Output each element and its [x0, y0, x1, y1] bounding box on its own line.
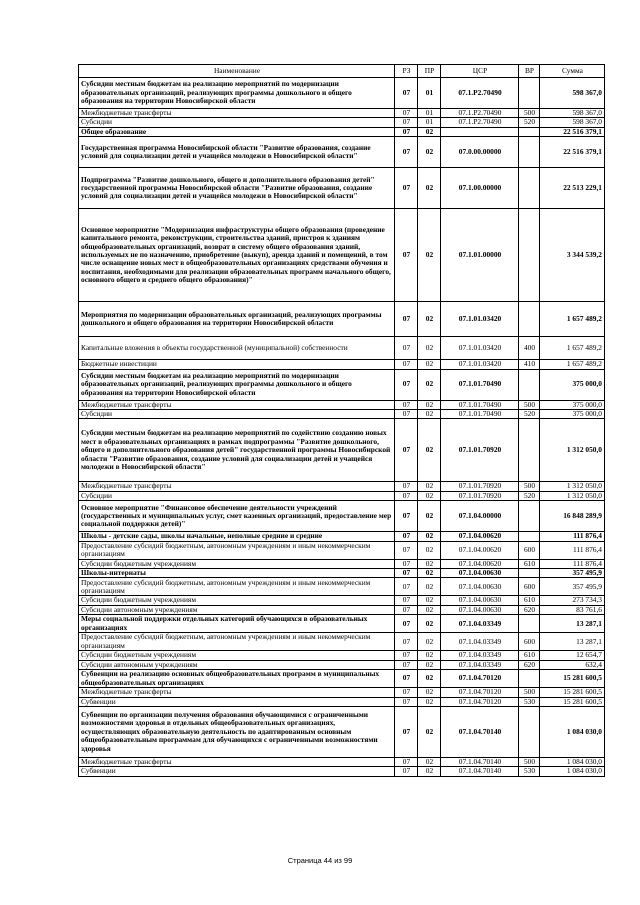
- cell-sum: 1 084 030,0: [540, 767, 605, 776]
- cell-rz: 07: [395, 78, 418, 109]
- cell-name: Субвенции на реализацию основных общеобразовательных программ в муниципальных общеобразовательных организациях: [79, 670, 395, 688]
- table-row: [79, 337, 605, 360]
- table-row: [79, 757, 605, 766]
- table-row: [79, 532, 605, 541]
- cell-sum: 1 657 489,2: [540, 302, 605, 337]
- header-rz: РЗ: [395, 65, 418, 78]
- cell-vr: 620: [519, 660, 540, 669]
- cell-csr: 07.1.04.70140: [441, 757, 519, 766]
- cell-name: Школы-интернаты: [79, 569, 395, 578]
- cell-sum: 13 287,1: [540, 615, 605, 633]
- table-row: [79, 78, 605, 109]
- cell-pr: 02: [418, 559, 441, 568]
- cell-pr: 02: [418, 410, 441, 419]
- header-sum: Сумма: [540, 65, 605, 78]
- cell-pr: 02: [418, 578, 441, 596]
- cell-csr: 07.1.04.70140: [441, 767, 519, 776]
- cell-sum: 1 084 030,0: [540, 706, 605, 757]
- cell-vr: 600: [519, 578, 540, 596]
- cell-rz: 07: [395, 596, 418, 605]
- cell-csr: 07.1.04.00630: [441, 605, 519, 614]
- cell-rz: 07: [395, 670, 418, 688]
- cell-name: Межбюджетные трансферты: [79, 109, 395, 118]
- cell-sum: 598 367,0: [540, 118, 605, 127]
- header-csr: ЦСР: [441, 65, 519, 78]
- table-row: [79, 633, 605, 651]
- cell-rz: 07: [395, 400, 418, 409]
- cell-csr: 07.1.04.70120: [441, 697, 519, 706]
- table-row: [79, 670, 605, 688]
- cell-vr: 400: [519, 337, 540, 360]
- cell-sum: 22 513 229,1: [540, 168, 605, 209]
- table-header-row: [79, 65, 605, 78]
- cell-pr: 02: [418, 137, 441, 168]
- cell-csr: 07.1.04.00630: [441, 578, 519, 596]
- cell-pr: 02: [418, 127, 441, 136]
- cell-vr: 600: [519, 541, 540, 559]
- cell-rz: 07: [395, 633, 418, 651]
- cell-pr: 02: [418, 569, 441, 578]
- cell-csr: 07.1.04.00620: [441, 559, 519, 568]
- cell-rz: 07: [395, 569, 418, 578]
- cell-vr: [519, 615, 540, 633]
- cell-sum: 1 312 050,0: [540, 419, 605, 482]
- cell-vr: [519, 78, 540, 109]
- cell-sum: 83 761,6: [540, 605, 605, 614]
- cell-csr: 07.0.00.00000: [441, 137, 519, 168]
- cell-vr: [519, 569, 540, 578]
- cell-pr: 02: [418, 168, 441, 209]
- cell-vr: [519, 168, 540, 209]
- cell-csr: 07.1.01.70490: [441, 410, 519, 419]
- cell-name: Предоставление субсидий бюджетным, автономным учреждениям и иным некоммерческим организациям: [79, 633, 395, 651]
- cell-vr: 500: [519, 482, 540, 491]
- table-row: [79, 491, 605, 500]
- cell-vr: [519, 532, 540, 541]
- cell-pr: 02: [418, 209, 441, 302]
- cell-csr: 07.1.04.70140: [441, 706, 519, 757]
- table-row: [79, 559, 605, 568]
- table-row: [79, 767, 605, 776]
- table-row: [79, 168, 605, 209]
- cell-rz: 07: [395, 706, 418, 757]
- cell-name: Общее образование: [79, 127, 395, 136]
- table-row: [79, 605, 605, 614]
- cell-pr: 02: [418, 670, 441, 688]
- cell-rz: 07: [395, 532, 418, 541]
- cell-csr: 07.1.04.00000: [441, 501, 519, 532]
- cell-pr: 02: [418, 491, 441, 500]
- cell-pr: 02: [418, 360, 441, 369]
- cell-name: Субсидии: [79, 491, 395, 500]
- cell-pr: 02: [418, 697, 441, 706]
- cell-csr: 07.1.04.00620: [441, 532, 519, 541]
- cell-rz: 07: [395, 605, 418, 614]
- cell-rz: 07: [395, 302, 418, 337]
- cell-name: Субсидии местным бюджетам на реализацию мероприятий по модернизации образовательных организаций, реализующих программы дошкольного и общего образования на территории Новосибирской области: [79, 369, 395, 400]
- cell-pr: 01: [418, 118, 441, 127]
- cell-sum: 1 312 050,0: [540, 482, 605, 491]
- cell-pr: 02: [418, 369, 441, 400]
- header-name: Наименование: [79, 65, 395, 78]
- cell-sum: 22 516 379,1: [540, 127, 605, 136]
- cell-vr: [519, 419, 540, 482]
- cell-vr: [519, 369, 540, 400]
- cell-sum: 598 367,0: [540, 109, 605, 118]
- cell-vr: 410: [519, 360, 540, 369]
- table-row: [79, 651, 605, 660]
- cell-vr: [519, 137, 540, 168]
- cell-name: Межбюджетные трансферты: [79, 482, 395, 491]
- table-row: [79, 569, 605, 578]
- cell-rz: 07: [395, 651, 418, 660]
- cell-rz: 07: [395, 491, 418, 500]
- table-row: [79, 596, 605, 605]
- cell-name: Бюджетные инвестиции: [79, 360, 395, 369]
- cell-name: Школы - детские сады, школы начальные, неполные средние и средние: [79, 532, 395, 541]
- table-row: [79, 501, 605, 532]
- table-row: [79, 660, 605, 669]
- cell-pr: 02: [418, 633, 441, 651]
- cell-sum: 1 312 050,0: [540, 491, 605, 500]
- cell-csr: 07.1.01.03420: [441, 360, 519, 369]
- cell-sum: 375 000,0: [540, 410, 605, 419]
- cell-vr: 500: [519, 109, 540, 118]
- cell-rz: 07: [395, 168, 418, 209]
- cell-name: Государственная программа Новосибирской области "Развитие образования, создание условий для социализации детей и учащейся молодежи в Новосибирской области": [79, 137, 395, 168]
- cell-rz: 07: [395, 578, 418, 596]
- cell-rz: 07: [395, 541, 418, 559]
- table-body: [79, 78, 605, 777]
- cell-csr: 07.1.04.70120: [441, 670, 519, 688]
- cell-sum: 375 000,0: [540, 400, 605, 409]
- cell-rz: 07: [395, 209, 418, 302]
- table-row: [79, 109, 605, 118]
- cell-csr: 07.1.04.00630: [441, 569, 519, 578]
- cell-rz: 07: [395, 360, 418, 369]
- table-row: [79, 578, 605, 596]
- cell-csr: 07.1.04.03349: [441, 615, 519, 633]
- cell-name: Субсидии автономным учреждениям: [79, 660, 395, 669]
- cell-name: Субвенции по организации получения образования обучающимися с ограниченными возможностями здоровья в отдельных общеобразовательных организациях, осуществляющих образовательную деятельность по адаптированным основным общеобразовательным программам для обучающихся с ограниченными возможностями здоровья: [79, 706, 395, 757]
- cell-name: Субсидии: [79, 118, 395, 127]
- cell-pr: 02: [418, 605, 441, 614]
- cell-vr: [519, 302, 540, 337]
- cell-rz: 07: [395, 127, 418, 136]
- cell-csr: 07.1.01.00000: [441, 209, 519, 302]
- cell-csr: 07.1.04.03349: [441, 660, 519, 669]
- cell-vr: [519, 127, 540, 136]
- table-row: [79, 127, 605, 136]
- table-row: [79, 360, 605, 369]
- cell-vr: 500: [519, 688, 540, 697]
- cell-sum: 1 657 489,2: [540, 360, 605, 369]
- cell-pr: 02: [418, 660, 441, 669]
- cell-csr: 07.1.00.00000: [441, 168, 519, 209]
- table-row: [79, 706, 605, 757]
- cell-csr: 07.1.04.70120: [441, 688, 519, 697]
- cell-sum: 111 876,4: [540, 559, 605, 568]
- cell-name: Предоставление субсидий бюджетным, автономным учреждениям и иным некоммерческим организациям: [79, 541, 395, 559]
- cell-vr: 620: [519, 605, 540, 614]
- table-row: [79, 400, 605, 409]
- cell-csr: [441, 127, 519, 136]
- cell-sum: 13 287,1: [540, 633, 605, 651]
- cell-csr: 07.1.01.70920: [441, 491, 519, 500]
- cell-sum: 22 516 379,1: [540, 137, 605, 168]
- budget-table: [78, 64, 605, 777]
- cell-sum: 111 876,4: [540, 532, 605, 541]
- cell-vr: [519, 706, 540, 757]
- cell-rz: 07: [395, 369, 418, 400]
- cell-rz: 07: [395, 559, 418, 568]
- cell-csr: 07.1.P2.70490: [441, 109, 519, 118]
- cell-csr: 07.1.01.70920: [441, 482, 519, 491]
- cell-vr: 530: [519, 767, 540, 776]
- cell-pr: 02: [418, 706, 441, 757]
- cell-rz: 07: [395, 501, 418, 532]
- cell-rz: 07: [395, 688, 418, 697]
- cell-sum: 16 848 289,9: [540, 501, 605, 532]
- cell-pr: 02: [418, 767, 441, 776]
- cell-pr: 01: [418, 109, 441, 118]
- cell-pr: 02: [418, 419, 441, 482]
- cell-vr: [519, 670, 540, 688]
- cell-rz: 07: [395, 615, 418, 633]
- cell-rz: 07: [395, 660, 418, 669]
- cell-sum: 273 734,3: [540, 596, 605, 605]
- cell-sum: 632,4: [540, 660, 605, 669]
- cell-name: Субвенции: [79, 767, 395, 776]
- cell-name: Субсидии автономным учреждениям: [79, 605, 395, 614]
- table-row: [79, 482, 605, 491]
- table-row: [79, 209, 605, 302]
- cell-rz: 07: [395, 118, 418, 127]
- cell-rz: 07: [395, 410, 418, 419]
- cell-name: Основное мероприятие "Модернизация инфраструктуры общего образования (проведение капитального ремонта, реконструкции, строительства зданий, пристроя к зданиям общеобразовательных организаций, возврат в систему общего образования зданий, используемых не по назначению, приобретение (выкуп), аренда зданий и помещений, в том числе оснащение новых мест в общеобразовательных организациях средствами обучения и воспитания, необходимыми для реализации образовательных программ начального общего, основного общего и среднего общего образования)": [79, 209, 395, 302]
- cell-rz: 07: [395, 337, 418, 360]
- cell-name: Капитальные вложения в объекты государственной (муниципальной) собственности: [79, 337, 395, 360]
- cell-name: Субсидии бюджетным учреждениям: [79, 559, 395, 568]
- cell-vr: 610: [519, 559, 540, 568]
- cell-sum: 15 281 600,5: [540, 697, 605, 706]
- cell-name: Предоставление субсидий бюджетным, автономным учреждениям и иным некоммерческим организациям: [79, 578, 395, 596]
- cell-name: Субсидии местным бюджетам на реализацию мероприятий по модернизации образовательных организаций, реализующих программы дошкольного и общего образования на территории Новосибирской области: [79, 78, 395, 109]
- cell-pr: 02: [418, 596, 441, 605]
- table-row: [79, 419, 605, 482]
- table-row: [79, 118, 605, 127]
- cell-pr: 02: [418, 757, 441, 766]
- cell-name: Межбюджетные трансферты: [79, 400, 395, 409]
- cell-rz: 07: [395, 482, 418, 491]
- cell-pr: 02: [418, 501, 441, 532]
- cell-name: Мероприятия по модернизации образовательных организаций, реализующих программы дошкольного и общего образования на территории Новосибирской области: [79, 302, 395, 337]
- cell-vr: 520: [519, 410, 540, 419]
- table-row: [79, 615, 605, 633]
- cell-csr: 07.1.P2.70490: [441, 78, 519, 109]
- cell-pr: 02: [418, 688, 441, 697]
- cell-csr: 07.1.04.03349: [441, 651, 519, 660]
- cell-pr: 02: [418, 337, 441, 360]
- cell-rz: 07: [395, 419, 418, 482]
- cell-csr: 07.1.01.70490: [441, 400, 519, 409]
- cell-csr: 07.1.04.03349: [441, 633, 519, 651]
- cell-name: Межбюджетные трансферты: [79, 757, 395, 766]
- cell-sum: 357 495,9: [540, 569, 605, 578]
- cell-csr: 07.1.01.70920: [441, 419, 519, 482]
- cell-sum: 357 495,9: [540, 578, 605, 596]
- cell-pr: 01: [418, 78, 441, 109]
- cell-pr: 02: [418, 541, 441, 559]
- cell-vr: 520: [519, 491, 540, 500]
- cell-name: Субсидии: [79, 410, 395, 419]
- cell-pr: 02: [418, 651, 441, 660]
- cell-rz: 07: [395, 767, 418, 776]
- cell-vr: [519, 501, 540, 532]
- cell-rz: 07: [395, 757, 418, 766]
- cell-csr: 07.1.01.03420: [441, 337, 519, 360]
- table-row: [79, 369, 605, 400]
- cell-vr: 500: [519, 757, 540, 766]
- cell-name: Субсидии бюджетным учреждениям: [79, 651, 395, 660]
- cell-name: Субсидии бюджетным учреждениям: [79, 596, 395, 605]
- header-pr: ПР: [418, 65, 441, 78]
- cell-vr: 500: [519, 400, 540, 409]
- cell-vr: 600: [519, 633, 540, 651]
- table-row: [79, 302, 605, 337]
- cell-sum: 1 657 489,2: [540, 337, 605, 360]
- table-row: [79, 541, 605, 559]
- cell-sum: 15 281 600,5: [540, 688, 605, 697]
- table-row: [79, 688, 605, 697]
- cell-csr: 07.1.04.00620: [441, 541, 519, 559]
- cell-sum: 598 367,0: [540, 78, 605, 109]
- cell-sum: 111 876,4: [540, 541, 605, 559]
- cell-pr: 02: [418, 482, 441, 491]
- cell-rz: 07: [395, 137, 418, 168]
- table-row: [79, 410, 605, 419]
- cell-rz: 07: [395, 109, 418, 118]
- cell-name: Субвенции: [79, 697, 395, 706]
- cell-csr: 07.1.01.03420: [441, 302, 519, 337]
- cell-rz: 07: [395, 697, 418, 706]
- table-row: [79, 137, 605, 168]
- cell-sum: 1 084 030,0: [540, 757, 605, 766]
- cell-pr: 02: [418, 302, 441, 337]
- cell-name: Основное мероприятие "Финансовое обеспечение деятельности учреждений (государственных и муниципальных услуг, смет казенных организаций, предоставление мер социальной поддержки детей)": [79, 501, 395, 532]
- cell-pr: 02: [418, 532, 441, 541]
- cell-pr: 02: [418, 615, 441, 633]
- cell-vr: 610: [519, 596, 540, 605]
- cell-name: Подпрограмма "Развитие дошкольного, общего и дополнительного образования детей" государственной программы Новосибирской области "Развитие образования, создание условий для социализации детей и учащейся молодежи в Новосибирской области": [79, 168, 395, 209]
- cell-sum: 15 281 600,5: [540, 670, 605, 688]
- table-row: [79, 697, 605, 706]
- cell-name: Меры социальной поддержки отдельных категорий обучающихся в образовательных организациях: [79, 615, 395, 633]
- cell-sum: 12 654,7: [540, 651, 605, 660]
- cell-pr: 02: [418, 400, 441, 409]
- cell-csr: 07.1.01.70490: [441, 369, 519, 400]
- page-number: Страница 44 из 99: [287, 856, 353, 865]
- cell-sum: 3 344 539,2: [540, 209, 605, 302]
- cell-sum: 375 000,0: [540, 369, 605, 400]
- cell-name: Субсидии местным бюджетам на реализацию мероприятий по содействию созданию новых мест в образовательных организациях в рамках подпрограммы "Развитие дошкольного, общего и дополнительного образования детей" государственной программы Новосибирской области "Развитие образования, создание условий для социализации детей и учащейся молодежи в Новосибирской области": [79, 419, 395, 482]
- cell-vr: 610: [519, 651, 540, 660]
- header-vr: ВР: [519, 65, 540, 78]
- cell-csr: 07.1.04.00630: [441, 596, 519, 605]
- cell-vr: [519, 209, 540, 302]
- cell-name: Межбюджетные трансферты: [79, 688, 395, 697]
- cell-vr: 530: [519, 697, 540, 706]
- cell-vr: 520: [519, 118, 540, 127]
- cell-csr: 07.1.P2.70490: [441, 118, 519, 127]
